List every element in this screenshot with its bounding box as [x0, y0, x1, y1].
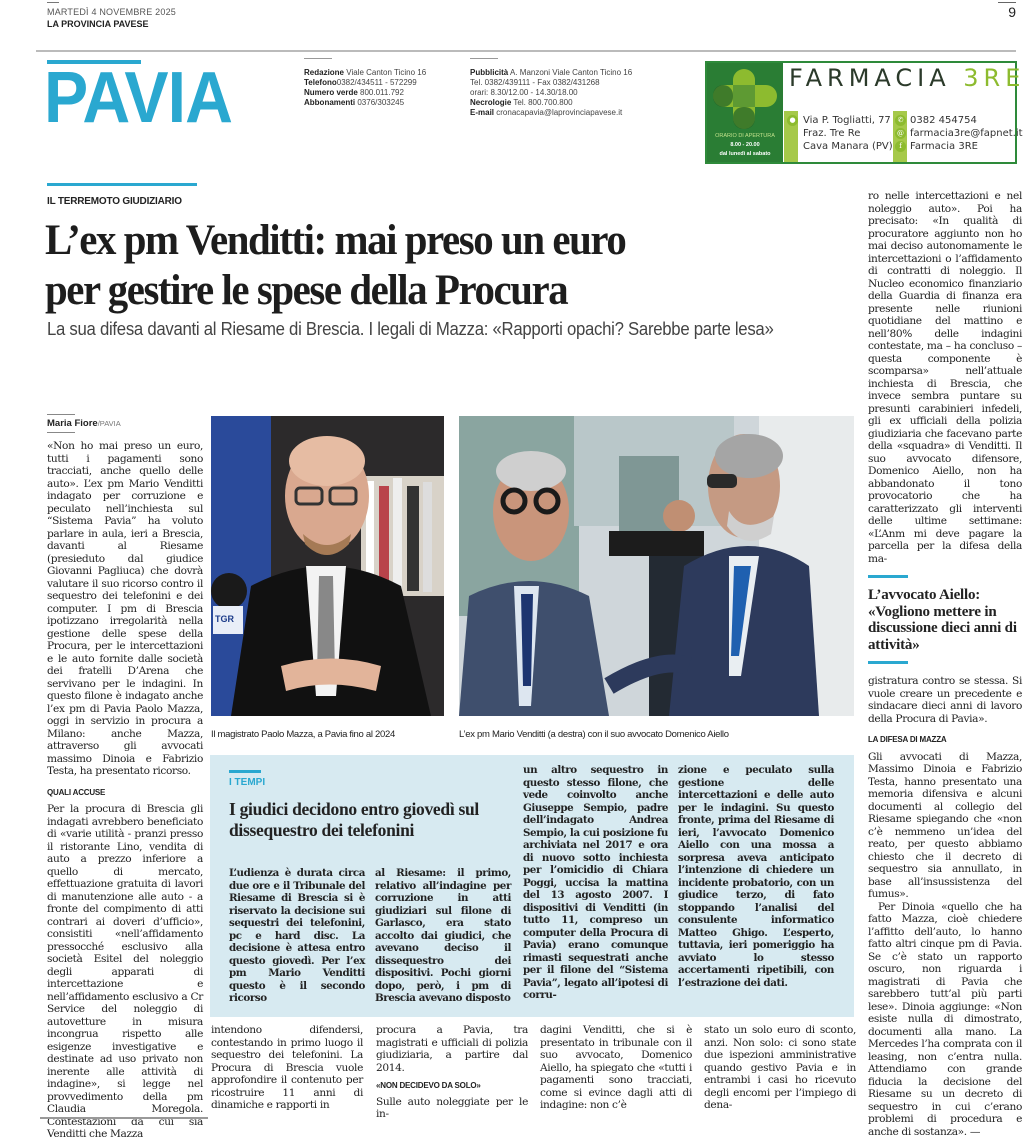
telefono-value: 0382/434511 - 572299: [336, 78, 417, 87]
subheading-difesa-mazza: LA DIFESA DI MAZZA: [868, 735, 947, 744]
facebook-icon: f: [895, 141, 906, 152]
ad-brand-main: FARMACIA: [789, 64, 964, 92]
box-column-2: al Riesame: il primo, relativo all’indagine per corruzione in atti giudiziari sul filone di Garlasco, era stato accolto dai giudici, che avevano deciso il dissequestro dei dispositivi. Pochi giorni dopo, però, i pm di Brescia avevano disposto: [375, 867, 511, 1004]
contacts-rule: [304, 58, 332, 59]
article-column-6-bottom: [868, 675, 1022, 1138]
page-number-rule: [998, 2, 1016, 3]
section-title: PAVIA: [44, 58, 233, 138]
numero-verde-value: 800.011.792: [360, 88, 404, 97]
kicker-bar: [47, 183, 197, 186]
photo-paolo-mazza: [211, 416, 444, 716]
footer-rule: [40, 1117, 208, 1119]
sidebar-box-i-tempi: [210, 755, 854, 1017]
article-headline: [45, 216, 815, 316]
ad-days: dal lunedì al sabato: [719, 151, 771, 157]
box-kicker: I TEMPI: [229, 777, 266, 788]
article-column-3: [376, 1024, 528, 1121]
issue-date: MARTEDÌ 4 NOVEMBRE 2025: [47, 7, 176, 17]
ad-contacts: [910, 114, 1023, 153]
ad-address-1: Via P. Togliatti, 77: [803, 115, 891, 126]
side-title-bar: [868, 661, 908, 664]
author-name: Maria Fiore: [47, 418, 98, 429]
newspaper-name: LA PROVINCIA PAVESE: [47, 19, 149, 29]
author-location: /PAVIA: [97, 419, 121, 428]
contacts-pubblicita: [470, 68, 632, 118]
abbonamenti-value: 0376/303245: [357, 98, 405, 107]
ad-address-3: Cava Manara (PV): [803, 141, 893, 152]
byline: [47, 418, 121, 429]
email-label: E-mail: [470, 108, 495, 117]
article-paragraph: Per la procura di Brescia gli indagati avrebbero beneficiato di «varie utilità - pranzi presso il ristorante Lino, vendita di auto a prezzo inferiore a quello di mercato, effettuazione gratuita di lavori di manutenzione alle auto - a fronte del compimento di atti contrari ai doveri d’ufficio», consistiti «nell’affidamento pressocché esclusivo alla società Esitel del noleggio degli apparati di intercettazione e nell’affidamento esclusivo a Cr Service del noleggio di autovetture in misura incongrua rispetto alle esigenze investigative e destinate ad uso privato non inerente alle attività di indagine», si legge nel provvedimento della pm Claudia Moregola. Contestazioni da cui sia Venditti che Mazza: [47, 803, 203, 1140]
ad-phone: 0382 454754: [910, 115, 977, 126]
article-column-1: [47, 440, 203, 1140]
subheading-non-decidevo: «NON DECIDEVO DA SOLO»: [376, 1081, 481, 1090]
photo-venditti-aiello: [459, 416, 854, 716]
ad-address-2: Fraz. Tre Re: [803, 128, 861, 139]
ad-hours-title: ORARIO DI APERTURA: [715, 133, 775, 139]
redazione-value: Viale Canton Ticino 16: [346, 68, 427, 77]
byline-rule: [47, 414, 75, 415]
side-title-bar: [868, 575, 908, 578]
article-kicker: IL TERREMOTO GIUDIZIARIO: [47, 196, 182, 207]
numero-verde-label: Numero verde: [304, 88, 358, 97]
article-paragraph: procura a Pavia, tra magistrati e ufficiali di polizia giudiziaria, a partire dal 2014.: [376, 1024, 528, 1074]
headline-line-1: L’ex pm Venditti: mai preso un euro: [45, 217, 626, 264]
portrait-image: [211, 416, 444, 716]
email-icon: @: [897, 129, 904, 137]
pubblicita-value: A. Manzoni Viale Canton Ticino 16: [510, 68, 633, 77]
article-column-4: dagini Venditti, che si è presentato in tribunale con il suo avvocato, Domenico Aiello, ha spiegato che «tutti i pagamenti sono tracciati, come si evince dagli atti di indagine: non c’è: [540, 1024, 692, 1111]
ad-brand: [789, 64, 1025, 92]
header-divider: [36, 50, 1016, 52]
ad-email: farmacia3re@fapnet.it: [910, 128, 1023, 139]
article-paragraph: Sulle auto noleggiate per le in-: [376, 1095, 528, 1120]
email-value[interactable]: cronacapavia@laprovinciapavese.it: [496, 108, 623, 117]
pubblicita-label: Pubblicità: [470, 68, 509, 77]
headline-line-2: per gestire le spese della Procura: [45, 267, 568, 314]
court-photo-image: [459, 416, 854, 716]
abbonamenti-label: Abbonamenti: [304, 98, 356, 107]
contacts-rule: [470, 58, 498, 59]
article-paragraph: gistratura contro se stessa. Si vuole creare un precedente e sindacare dieci anni di lavoro della Procura di Pavia».: [868, 675, 1022, 725]
box-column-3: un altro sequestro in questo stesso filone, che vede coinvolto anche Giuseppe Sempio, padre dell’indagato Andrea Sempio, la cui posizione fu archiviata nel 2017 e ora di nuovo sotto inchiesta per l’omicidio di Chiara Poggi, uccisa la mattina del 13 agosto 2007. I dispositivi di Venditti (in tutto 11, compreso un computer della Procura di Pavia) erano comunque rimasti sequestrati anche per il filone del “Sistema Pavia”, legato all’ipotesi di corru-: [523, 764, 668, 1001]
top-left-rule: [47, 2, 59, 3]
telefono-label: Telefono: [304, 78, 337, 87]
article-subheadline: La sua difesa davanti al Riesame di Brescia. I legali di Mazza: «Rapporti opachi? Sarebbe parte lesa»: [47, 319, 774, 339]
contacts-redazione: [304, 68, 426, 108]
article-paragraph: Gli avvocati di Mazza, Massimo Dinoia e Fabrizio Testa, hanno presentato una memoria difensiva e alcuni documenti al collegio del Riesame spiegando che «non c’è nemmeno un’idea del reato, per questo abbiamo chiesto che il decreto di sequestro sia annullato, in base all’insussistenza del fumus».: [868, 750, 1022, 900]
tgr-mic-label: TGR: [215, 614, 234, 624]
pubblicita-tel: Tel. 0382/439111 - Fax 0382/431268: [470, 78, 600, 87]
article-paragraph: «Non ho mai preso un euro, tutti i pagamenti sono tracciati, anche quello delle auto». L’ex pm Mario Venditti indagato per corruzione e peculato nell’inchiesta sul “Sistema Pavia” ha voluto parlare in aula, ieri a Brescia, davanti al Riesame (presieduto dal giudice Giovanni Pagliuca) che dovrà valutare il suo ricorso contro il sequestro dei telefonini e dei computer. I pm di Brescia ipotizzano irregolarità nella gestione delle spese della Procura, per le intercettazioni e le auto fornite dalle società dei fratelli D’Arena che servivano per le indagini. In questo filone è indagato anche l’ex pm di Pavia Paolo Mazza, oggi in servizio in procura a Milano: anche Mazza, attraverso gli avvocati massimo Dinoia e Fabrizio Testa, ha presentato ricorso.: [47, 440, 203, 777]
photo-2-caption: L’ex pm Mario Venditti (a destra) con il suo avvocato Domenico Aiello: [459, 729, 729, 740]
pubblicita-orari: orari: 8.30/12.00 - 14.30/18.00: [470, 88, 578, 97]
ad-address: [803, 114, 893, 153]
article-column-5: stato un solo euro di sconto, anzi. Non solo: ci sono state due ispezioni amministrative quando gestivo Pavia e in entrambi i casi ho ricevuto degli encomi per l’impiego di dena-: [704, 1024, 856, 1111]
article-column-2: intendono difendersi, contestando in primo luogo il sequestro dei telefonini. La Procura di Brescia vuole approfondire il contenuto per ricostruire 11 anni di dinamiche e rapporti in: [211, 1024, 363, 1111]
box-title: I giudici decidono entro giovedì sul dissequestro dei telefonini: [229, 799, 479, 840]
article-column-6-top: ro nelle intercettazioni e nel noleggio auto». Poi ha precisato: «In qualità di procuratore aggiunto non ho mai deciso autonomamente le intercettazioni o l’affidamento di contratti di noleggio. Il Nucleo economico finanziario della Guardia di finanza era presente nelle riunioni quotidiane del mattino e nell’80% delle indagini contestate, ma – ha concluso – questa componente è scomparsa» nell’attuale inchiesta di Brescia, che invece sembra puntare su presunti carabinieri infedeli, gli ex ufficiali della polizia giudiziaria che facevano parte della «squadra» di Venditti. Il suo avvocato difensore, Domenico Aiello, non ha abbandonato il tono provocatorio che ha caratterizzato gli interventi delle ultime settimane: «L’Anm mi deve pagare la parcella per la difesa della ma-: [868, 190, 1022, 565]
box-column-4: zione e peculato sulla gestione delle intercettazioni e delle auto per le indagini. Su questo fronte, prima del Riesame di ieri, l’avvocato Domenico Aiello con una mossa a sorpresa aveva anticipato l’intenzione di chiedere un incidente probatorio, con un giudice terzo, di fato stoppando l’analisi del consulente informatico Matteo Ghigo. L’esperto, tuttavia, ieri pomeriggio ha avviato lo stesso accertamenti ripetibili, con l’estrazione dei dati.: [678, 764, 834, 989]
byline-rule: [47, 432, 75, 433]
ad-brand-accent: 3RE: [963, 64, 1025, 92]
subheading-quali-accuse: QUALI ACCUSE: [47, 787, 106, 797]
box-column-1: L’udienza è durata circa due ore e il Tribunale del Riesame di Brescia si è riservato la decisione sui sequestri dei telefonini, pc e hard disc. La decisione è attesa entro questo giovedì. Per l’ex pm Mario Venditti questo è il secondo ricorso: [229, 867, 365, 1004]
ad-green-panel: [707, 63, 783, 162]
necrologie-label: Necrologie: [470, 98, 512, 107]
ad-hours: 8.00 - 20.00: [730, 142, 760, 148]
photo-1-caption: Il magistrato Paolo Mazza, a Pavia fino al 2024: [211, 729, 395, 740]
phone-icon: ✆: [895, 115, 906, 126]
box-accent-bar: [229, 770, 261, 773]
page-number: 9: [1008, 4, 1016, 20]
article-paragraph: Per Dinoia «quello che ha fatto Mazza, cioè chiedere l’affitto dell’auto, lo hanno fatto altri cinque pm di Pavia. Se c’è stato un rapporto oscuro, non riguarda i magistrati di Pavia che sarebbero tutt’al più parti lese». Dinoia aggiunge: «Non esiste nulla di dimostrato, documenti alla mano. La Mercedes l’ha comprata con il leasing, non c’entra nulla. Attendiamo con grande fiducia la decisione del Riesame su un decreto di sequestro in cui c’erano problemi di procedura e anche di sostanza». —: [868, 900, 1022, 1138]
necrologie-value: Tel. 800.700.800: [513, 98, 573, 107]
ad-facebook: Farmacia 3RE: [910, 141, 978, 152]
side-quote-title: L’avvocato Aiello: «Vogliono mettere in discussione dieci anni di attività»: [868, 587, 1017, 653]
pharmacy-ad[interactable]: [705, 61, 1025, 164]
redazione-label: Redazione: [304, 68, 345, 77]
location-pin-icon: ●: [787, 115, 798, 126]
